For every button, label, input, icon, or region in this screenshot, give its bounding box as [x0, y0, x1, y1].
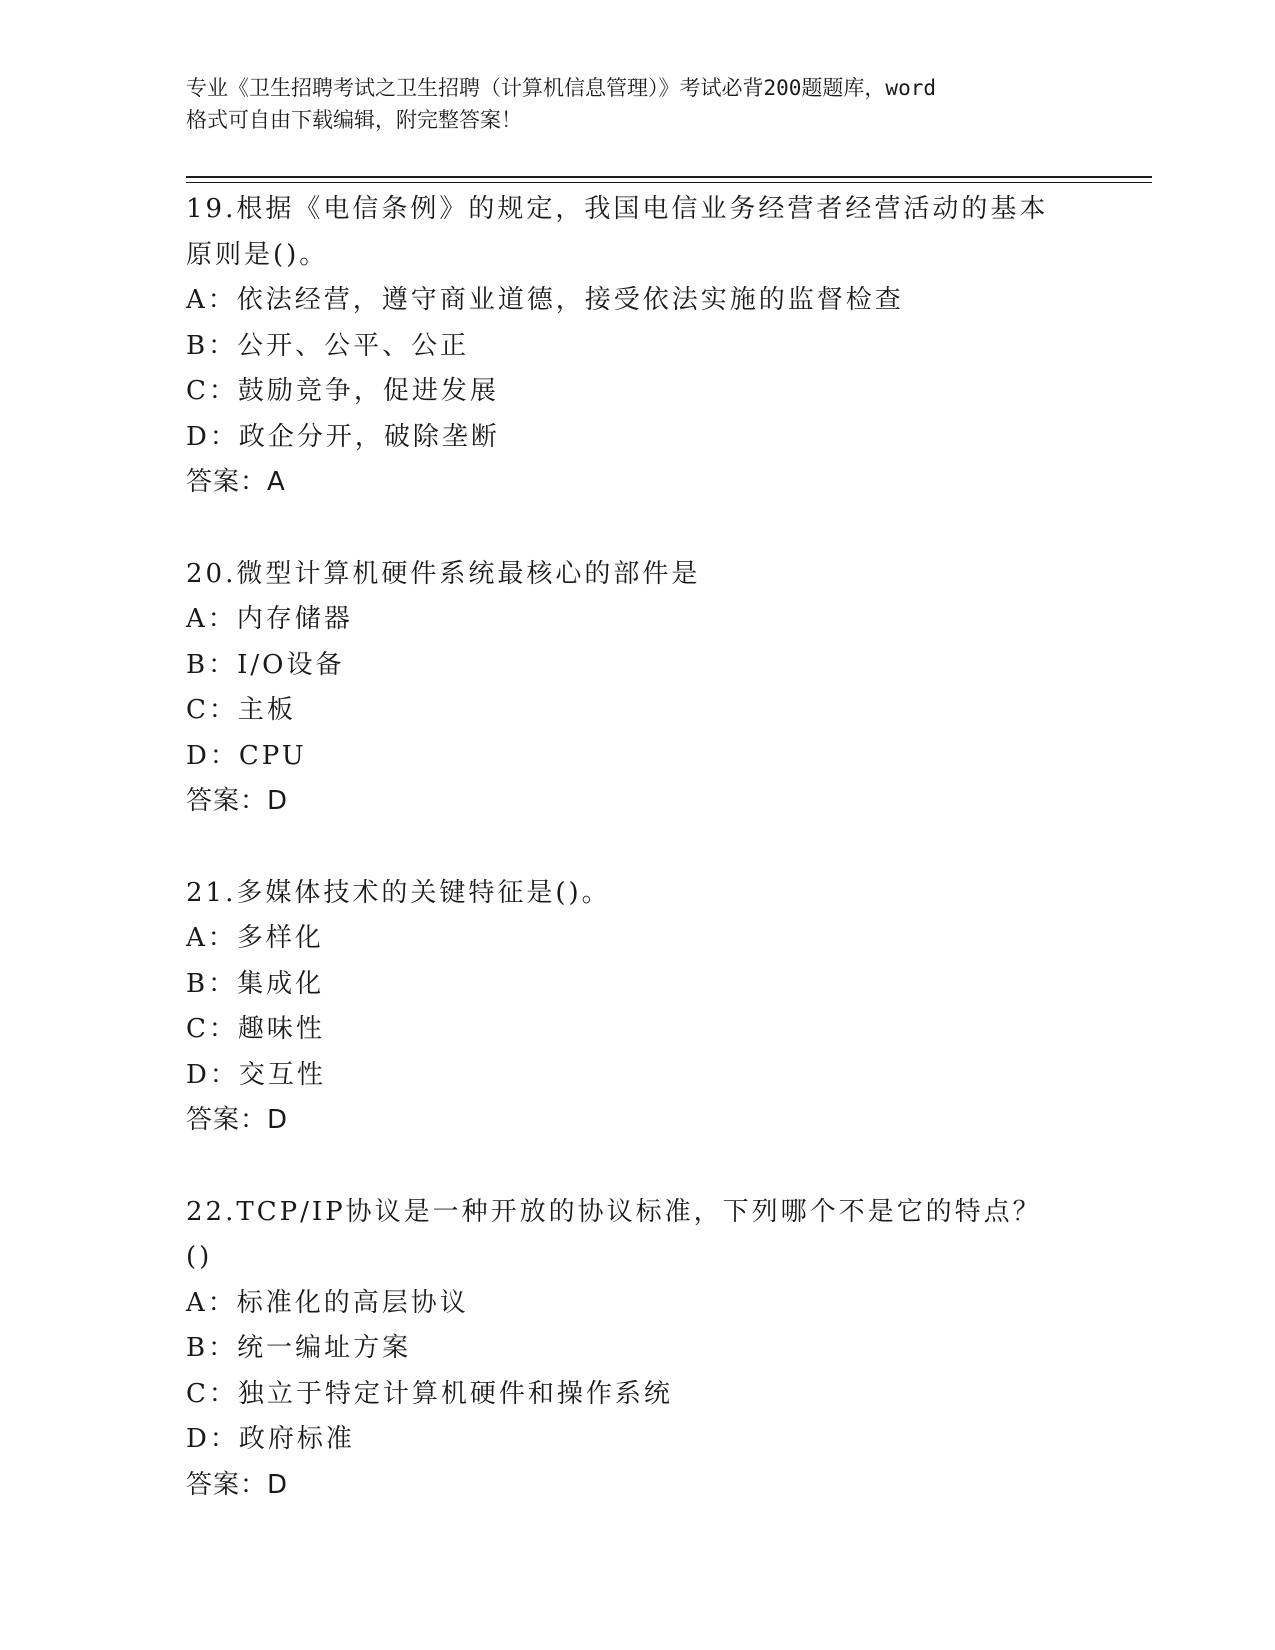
option-b: B：公开、公平、公正 [186, 330, 470, 361]
question-21 [186, 871, 1086, 1144]
answer: 答案：D [186, 1105, 289, 1135]
document-header [186, 72, 1086, 136]
question-list [186, 187, 1086, 1554]
header-divider-thick [186, 176, 1152, 178]
header-divider-thin [186, 182, 1152, 183]
option-b: B：统一编址方案 [186, 1333, 412, 1363]
answer: 答案：A [186, 467, 286, 497]
option-d: D：交互性 [186, 1059, 326, 1090]
option-c: C：独立于特定计算机硬件和操作系统 [186, 1378, 673, 1409]
question-22 [186, 1190, 1086, 1509]
answer: 答案：D [186, 1469, 289, 1500]
answer: 答案：D [186, 786, 289, 816]
question-text: 21.多媒体技术的关键特征是()。 [186, 877, 611, 908]
question-text: 22.TCP/IP协议是一种开放的协议标准，下列哪个不是它的特点？() [186, 1196, 1042, 1272]
option-a: A：依法经营，遵守商业道德，接受依法实施的监督检查 [186, 285, 904, 315]
question-text: 19.根据《电信条例》的规定，我国电信业务经营者经营活动的基本原则是()。 [186, 194, 1049, 270]
header-line-1: 专业《卫生招聘考试之卫生招聘（计算机信息管理）》考试必背200题题库，word [186, 76, 936, 100]
question-text: 20.微型计算机硬件系统最核心的部件是 [186, 558, 701, 589]
option-c: C：鼓励竞争，促进发展 [186, 376, 499, 406]
option-d: D：CPU [186, 740, 307, 771]
question-20 [186, 552, 1086, 825]
option-a: A：标准化的高层协议 [186, 1287, 469, 1318]
option-c: C：主板 [186, 695, 296, 725]
option-b: B：I/O设备 [186, 649, 345, 680]
option-b: B：集成化 [186, 968, 325, 999]
option-d: D：政企分开，破除垄断 [186, 421, 500, 452]
option-d: D：政府标准 [186, 1424, 355, 1454]
option-c: C：趣味性 [186, 1014, 325, 1044]
header-line-2: 格式可自由下载编辑，附完整答案！ [186, 108, 522, 132]
option-a: A：内存储器 [186, 604, 353, 634]
question-19 [186, 187, 1086, 506]
option-a: A：多样化 [186, 923, 324, 953]
